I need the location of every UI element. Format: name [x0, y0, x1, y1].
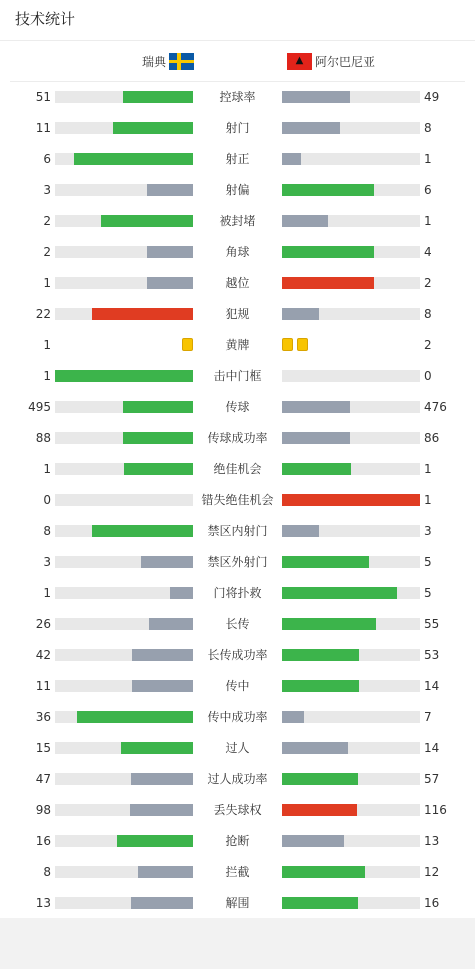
- home-team: [142, 52, 194, 70]
- home-stat-value: 6: [43, 152, 51, 166]
- stat-row: [0, 268, 475, 299]
- home-stat-bar: [149, 618, 193, 630]
- away-stat-bar-track: [282, 773, 420, 785]
- stat-label: 传中: [225, 679, 250, 693]
- away-stat-bar: [282, 122, 340, 134]
- away-stat-value: 12: [424, 865, 440, 879]
- home-stat-bar: [131, 897, 193, 909]
- stat-row: [0, 578, 475, 609]
- stat-row: [0, 826, 475, 857]
- stat-label: 射正: [225, 152, 250, 166]
- stat-label: 抢断: [225, 834, 250, 848]
- away-stat-bar: [282, 587, 397, 599]
- home-stat-value: 8: [43, 865, 51, 879]
- stat-label: 控球率: [219, 90, 256, 104]
- home-stat-value: 36: [35, 710, 51, 724]
- stat-row: [0, 361, 475, 392]
- away-stat-bar: [282, 494, 420, 506]
- away-stat-value: 1: [424, 493, 432, 507]
- away-stat-value: 1: [424, 152, 432, 166]
- home-stat-value: 47: [35, 772, 51, 786]
- stat-row: [0, 392, 475, 423]
- home-stat-bar: [101, 215, 193, 227]
- home-stat-bar-track: [55, 432, 193, 444]
- away-stat-bar: [282, 649, 359, 661]
- away-stat-bar-track: [282, 463, 420, 475]
- divider: [0, 40, 475, 41]
- stat-row: [0, 423, 475, 454]
- away-stat-bar-track: [282, 587, 420, 599]
- stat-label: 过人: [225, 741, 250, 755]
- stat-label: 传球成功率: [207, 431, 268, 445]
- home-stat-value: 13: [35, 896, 51, 910]
- stat-row: [0, 733, 475, 764]
- stat-label: 长传: [225, 617, 250, 631]
- stat-label: 长传成功率: [207, 648, 268, 662]
- home-stat-bar: [147, 246, 193, 258]
- home-stat-bar-track: [55, 463, 193, 475]
- stats-list: [0, 82, 475, 919]
- home-stat-bar-track: [55, 711, 193, 723]
- home-stat-bar-track: [55, 277, 193, 289]
- home-stat-bar: [130, 804, 193, 816]
- away-stat-bar: [282, 556, 369, 568]
- home-stat-bar-track: [55, 308, 193, 320]
- away-stat-bar-track: [282, 494, 420, 506]
- stat-label: 犯规: [225, 307, 250, 321]
- home-stat-bar: [121, 742, 193, 754]
- away-stat-bar: [282, 246, 374, 258]
- away-stat-bar: [282, 308, 319, 320]
- yellow-card-icon: [297, 338, 308, 351]
- away-stat-bar: [282, 401, 350, 413]
- stat-label: 错失绝佳机会: [201, 493, 274, 507]
- stat-row: [0, 640, 475, 671]
- home-stat-bar: [123, 401, 193, 413]
- away-stat-bar: [282, 835, 344, 847]
- away-stat-bar: [282, 277, 374, 289]
- stat-row: [0, 888, 475, 919]
- away-stat-bar: [282, 153, 301, 165]
- away-stat-bar-track: [282, 122, 420, 134]
- away-team: [287, 52, 375, 70]
- away-stat-bar: [282, 618, 376, 630]
- home-stat-bar-track: [55, 556, 193, 568]
- stat-label: 被封堵: [219, 214, 256, 228]
- away-stat-value: 13: [424, 834, 440, 848]
- home-team-name: 瑞典: [141, 54, 166, 69]
- home-stat-value: 22: [35, 307, 51, 321]
- away-stat-bar: [282, 866, 365, 878]
- away-stat-bar: [282, 525, 319, 537]
- home-stat-bar-track: [55, 184, 193, 196]
- away-stat-bar: [282, 91, 350, 103]
- home-stat-bar: [55, 370, 193, 382]
- away-stat-value: 2: [424, 276, 432, 290]
- albania-flag-icon: ▲: [287, 53, 312, 70]
- away-stat-value: 4: [424, 245, 432, 259]
- away-stat-value: 49: [424, 90, 440, 104]
- away-stat-bar-track: [282, 308, 420, 320]
- home-stat-bar: [123, 91, 193, 103]
- home-stat-bar-track: [55, 680, 193, 692]
- home-yellow-cards: [182, 338, 193, 351]
- home-stat-value: 15: [35, 741, 51, 755]
- away-stat-bar-track: [282, 525, 420, 537]
- away-stat-bar: [282, 742, 348, 754]
- home-stat-bar-track: [55, 618, 193, 630]
- stat-label: 禁区内射门: [207, 524, 268, 538]
- stat-row: [0, 82, 475, 113]
- home-stat-bar: [124, 463, 193, 475]
- away-stat-bar: [282, 773, 358, 785]
- stat-row: [0, 144, 475, 175]
- yellow-card-icon: [282, 338, 293, 351]
- away-stat-bar-track: [282, 866, 420, 878]
- away-stat-value: 55: [424, 617, 440, 631]
- home-stat-value: 3: [43, 555, 51, 569]
- away-stat-bar-track: [282, 91, 420, 103]
- stat-label: 击中门框: [213, 369, 262, 383]
- home-stat-bar: [131, 773, 193, 785]
- home-stat-bar-track: [55, 370, 193, 382]
- away-stat-value: 53: [424, 648, 440, 662]
- home-stat-bar-track: [55, 401, 193, 413]
- away-stat-value: 14: [424, 741, 440, 755]
- home-stat-bar: [113, 122, 193, 134]
- away-stat-bar: [282, 463, 351, 475]
- home-stat-bar-track: [55, 742, 193, 754]
- away-stat-value: 14: [424, 679, 440, 693]
- home-stat-value: 42: [35, 648, 51, 662]
- away-stat-bar-track: [282, 277, 420, 289]
- stat-label: 解围: [225, 896, 250, 910]
- stat-label: 黄牌: [225, 338, 250, 352]
- home-stat-value: 11: [35, 679, 51, 693]
- away-stat-value: 86: [424, 431, 440, 445]
- away-stat-value: 57: [424, 772, 440, 786]
- yellow-card-icon: [182, 338, 193, 351]
- away-stat-bar-track: [282, 618, 420, 630]
- away-stat-value: 8: [424, 307, 432, 321]
- stat-row: [0, 795, 475, 826]
- home-stat-bar-track: [55, 804, 193, 816]
- stat-label: 射偏: [225, 183, 250, 197]
- home-stat-value: 16: [35, 834, 51, 848]
- stat-row: [0, 206, 475, 237]
- away-stat-value: 8: [424, 121, 432, 135]
- home-stat-value: 495: [28, 400, 51, 414]
- home-stat-bar-track: [55, 773, 193, 785]
- away-stat-value: 476: [424, 400, 447, 414]
- away-stat-bar-track: [282, 215, 420, 227]
- away-stat-bar: [282, 711, 304, 723]
- stat-row: [0, 113, 475, 144]
- home-stat-value: 1: [43, 338, 51, 352]
- away-stat-value: 5: [424, 555, 432, 569]
- away-stat-bar-track: [282, 246, 420, 258]
- stat-label: 传中成功率: [207, 710, 268, 724]
- away-stat-bar: [282, 897, 358, 909]
- away-yellow-cards: [282, 338, 308, 351]
- away-stat-value: 1: [424, 462, 432, 476]
- away-stat-value: 116: [424, 803, 447, 817]
- stat-label: 门将扑救: [213, 586, 262, 600]
- away-stat-bar-track: [282, 401, 420, 413]
- home-stat-value: 51: [35, 90, 51, 104]
- home-stat-bar: [132, 680, 193, 692]
- home-stat-value: 2: [43, 245, 51, 259]
- away-stat-bar-track: [282, 153, 420, 165]
- home-stat-bar-track: [55, 649, 193, 661]
- away-stat-value: 5: [424, 586, 432, 600]
- home-stat-value: 1: [43, 369, 51, 383]
- home-stat-bar: [141, 556, 193, 568]
- away-stat-bar-track: [282, 680, 420, 692]
- stat-label: 丢失球权: [213, 803, 262, 817]
- home-stat-bar: [92, 525, 193, 537]
- away-stat-value: 6: [424, 183, 432, 197]
- home-stat-value: 1: [43, 462, 51, 476]
- stat-row: [0, 454, 475, 485]
- stat-row: [0, 299, 475, 330]
- home-stat-bar: [132, 649, 193, 661]
- home-stat-bar: [123, 432, 193, 444]
- stat-label: 射门: [225, 121, 250, 135]
- home-stat-bar-track: [55, 153, 193, 165]
- stat-row: [0, 671, 475, 702]
- page-title: 技术统计: [15, 10, 76, 28]
- home-stat-bar-track: [55, 866, 193, 878]
- stat-row: [0, 175, 475, 206]
- home-stat-value: 8: [43, 524, 51, 538]
- stat-row: [0, 330, 475, 361]
- home-stat-bar: [117, 835, 193, 847]
- home-stat-bar-track: [55, 246, 193, 258]
- stat-label: 过人成功率: [207, 772, 268, 786]
- home-stat-bar: [74, 153, 193, 165]
- stat-row: [0, 764, 475, 795]
- home-stat-value: 26: [35, 617, 51, 631]
- stat-row: [0, 516, 475, 547]
- home-stat-value: 98: [35, 803, 51, 817]
- home-stat-bar-track: [55, 91, 193, 103]
- home-stat-value: 3: [43, 183, 51, 197]
- stat-row: [0, 609, 475, 640]
- stat-label: 拦截: [225, 865, 250, 879]
- away-stat-bar-track: [282, 835, 420, 847]
- home-stat-bar: [138, 866, 193, 878]
- home-stat-bar-track: [55, 835, 193, 847]
- away-stat-bar-track: [282, 184, 420, 196]
- away-stat-bar-track: [282, 742, 420, 754]
- away-stat-bar: [282, 432, 350, 444]
- home-stat-value: 0: [43, 493, 51, 507]
- away-stat-bar-track: [282, 649, 420, 661]
- stat-row: [0, 237, 475, 268]
- away-stat-bar-track: [282, 711, 420, 723]
- stat-row: [0, 547, 475, 578]
- away-stat-bar-track: [282, 897, 420, 909]
- home-stat-bar: [170, 587, 193, 599]
- away-team-name: 阿尔巴尼亚: [315, 54, 376, 69]
- away-stat-value: 0: [424, 369, 432, 383]
- away-stat-bar: [282, 804, 357, 816]
- stat-label: 角球: [225, 245, 250, 259]
- away-stat-value: 7: [424, 710, 432, 724]
- home-stat-value: 2: [43, 214, 51, 228]
- home-stat-bar-track: [55, 587, 193, 599]
- stat-label: 禁区外射门: [207, 555, 268, 569]
- stat-label: 传球: [225, 400, 250, 414]
- stat-row: [0, 702, 475, 733]
- home-stat-bar-track: [55, 122, 193, 134]
- home-stat-value: 11: [35, 121, 51, 135]
- sweden-flag-icon: [169, 53, 194, 70]
- stat-row: [0, 485, 475, 516]
- away-stat-value: 2: [424, 338, 432, 352]
- home-stat-bar: [77, 711, 193, 723]
- home-stat-value: 88: [35, 431, 51, 445]
- away-stat-value: 16: [424, 896, 440, 910]
- away-stat-value: 3: [424, 524, 432, 538]
- stat-label: 绝佳机会: [213, 462, 262, 476]
- away-stat-bar-track: [282, 432, 420, 444]
- home-stat-bar: [92, 308, 193, 320]
- home-stat-bar-track: [55, 215, 193, 227]
- stat-label: 越位: [225, 276, 250, 290]
- home-stat-bar: [147, 277, 193, 289]
- home-stat-value: 1: [43, 586, 51, 600]
- away-stat-bar-track: [282, 556, 420, 568]
- away-stat-bar: [282, 184, 374, 196]
- home-stat-bar-track: [55, 494, 193, 506]
- away-stat-value: 1: [424, 214, 432, 228]
- stat-row: [0, 857, 475, 888]
- home-stat-bar-track: [55, 525, 193, 537]
- away-stat-bar-track: [282, 804, 420, 816]
- home-stat-bar-track: [55, 897, 193, 909]
- home-stat-bar: [147, 184, 193, 196]
- away-stat-bar: [282, 680, 359, 692]
- home-stat-value: 1: [43, 276, 51, 290]
- away-stat-bar: [282, 215, 328, 227]
- away-stat-bar-track: [282, 370, 420, 382]
